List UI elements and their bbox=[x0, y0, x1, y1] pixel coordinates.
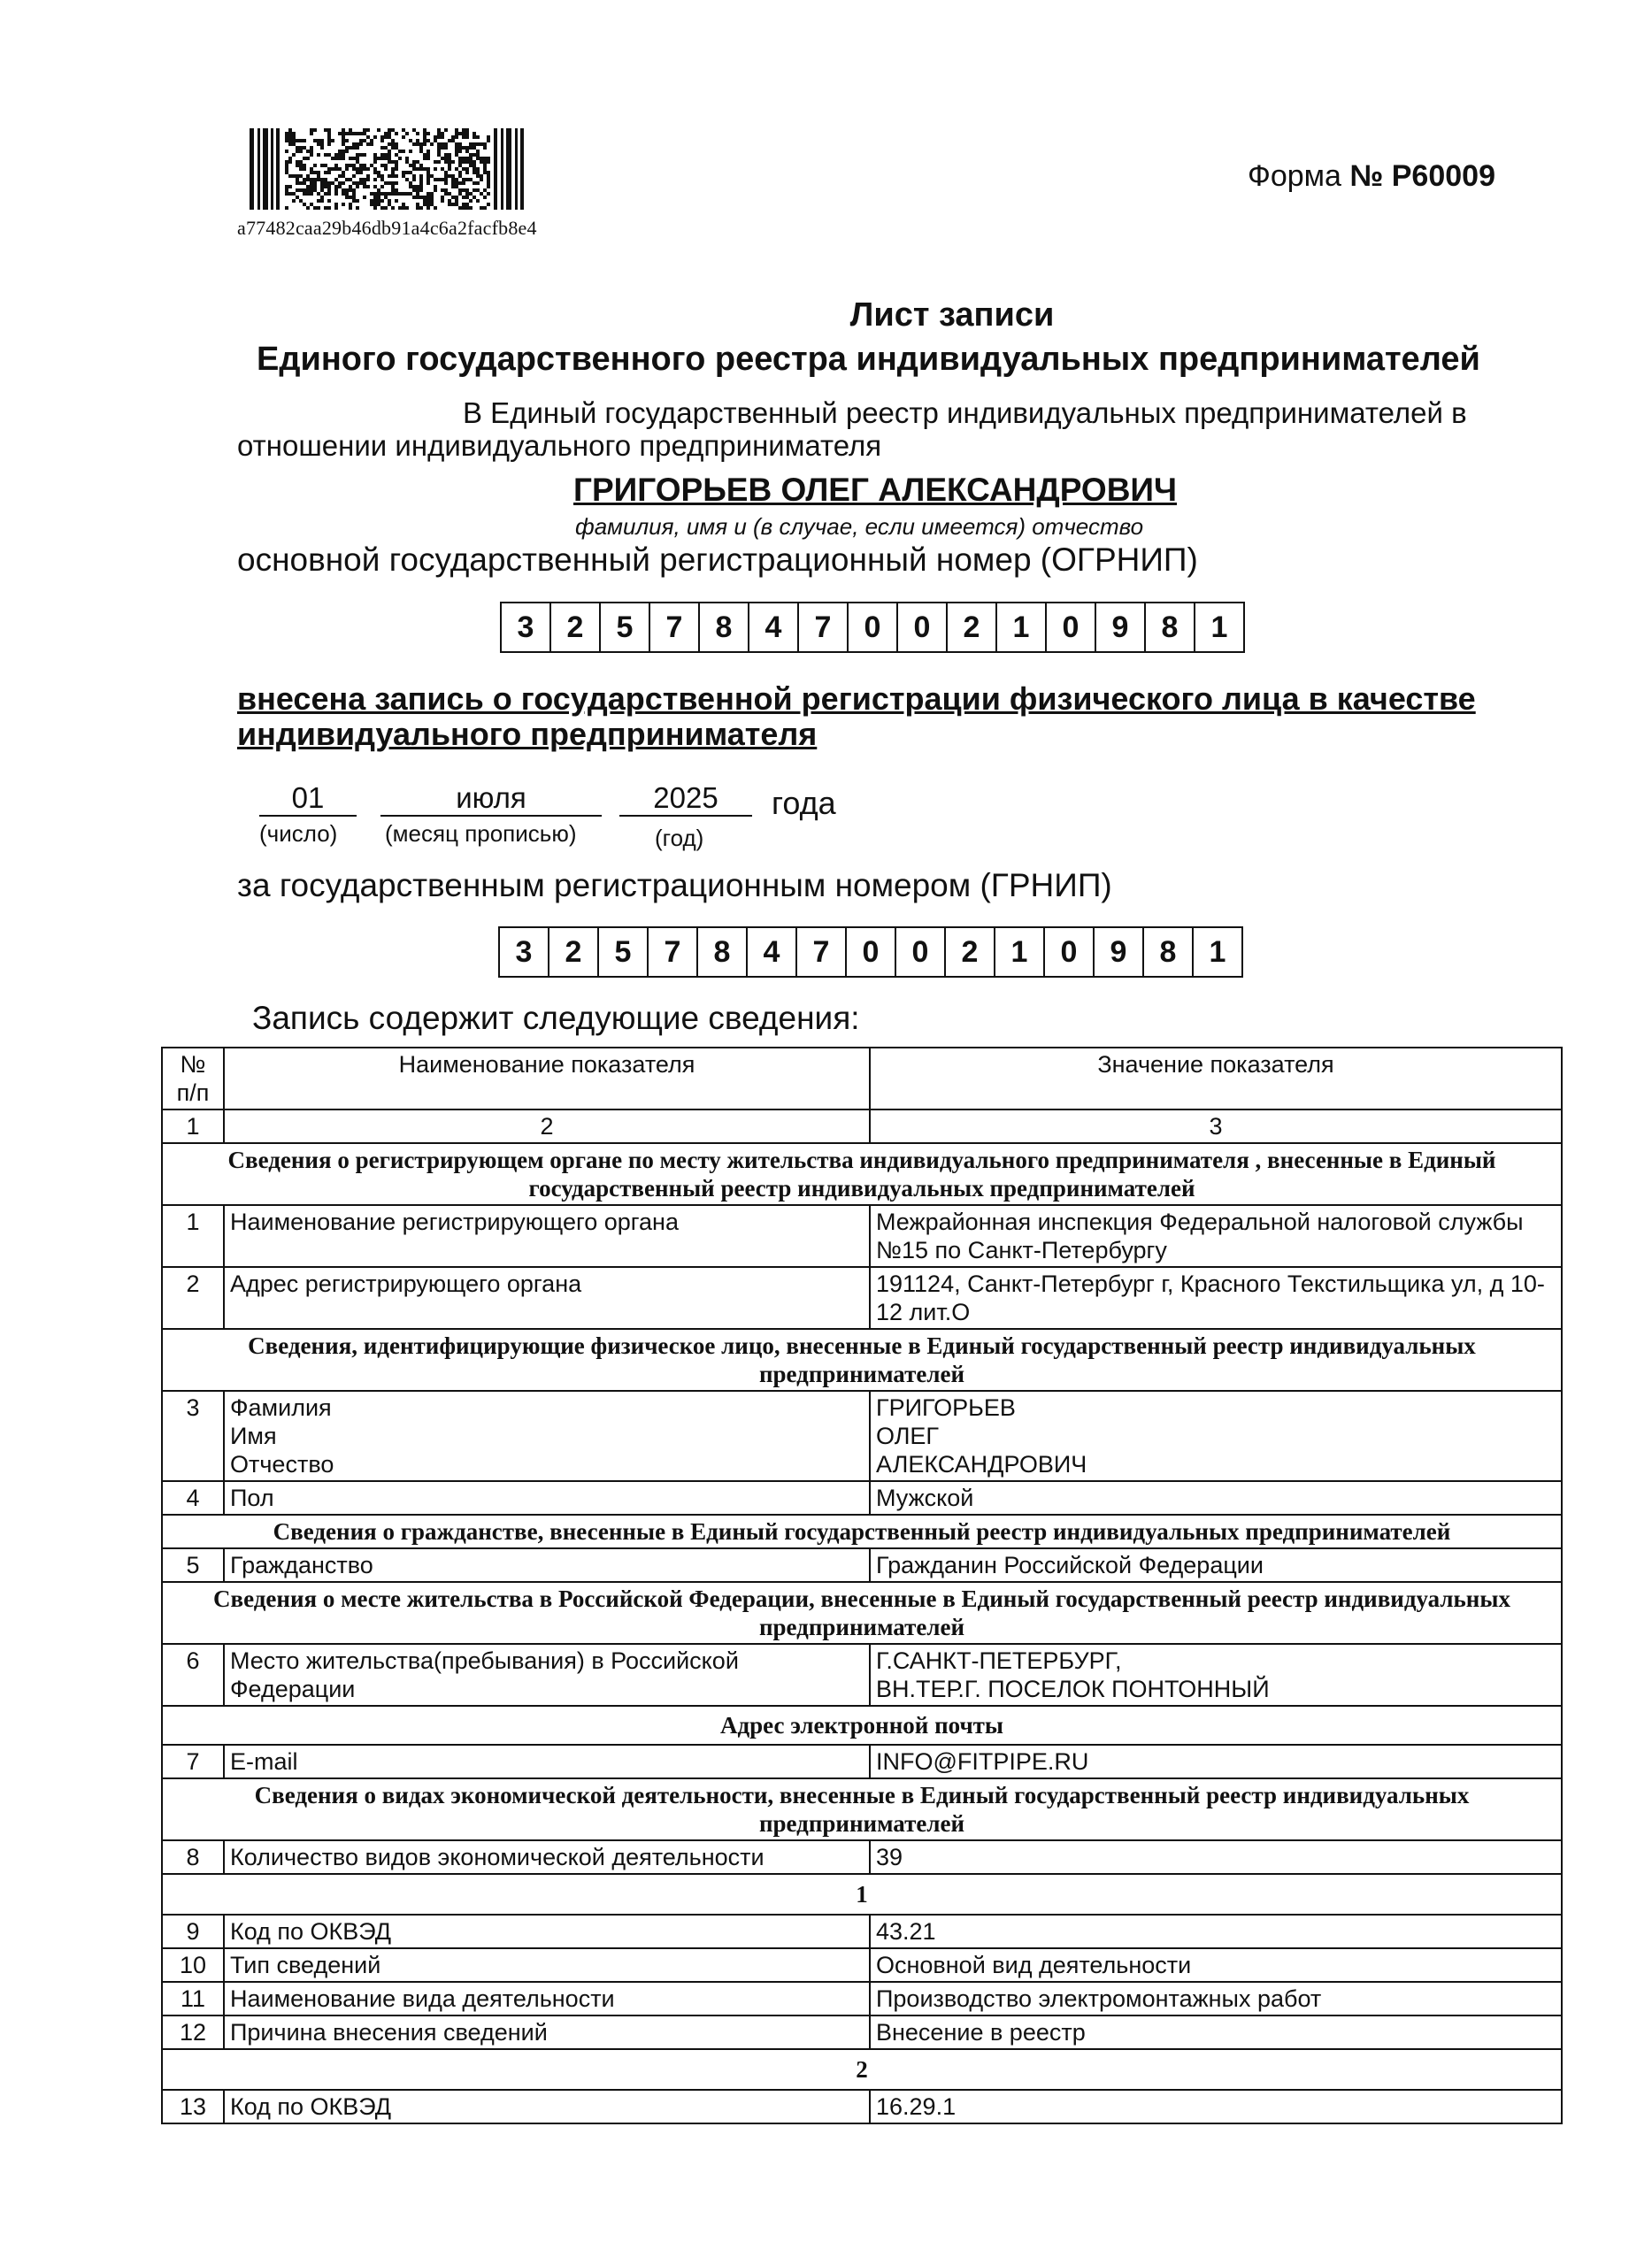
table-row bbox=[162, 1948, 1562, 1982]
grnip-digit: 7 bbox=[647, 926, 698, 978]
value-patronymic: АЛЕКСАНДРОВИЧ bbox=[876, 1451, 1087, 1478]
colnum-3: 3 bbox=[870, 1109, 1562, 1143]
ogrnip-digit: 0 bbox=[1045, 602, 1096, 653]
grnip-digit: 4 bbox=[746, 926, 797, 978]
row-num: 9 bbox=[162, 1915, 224, 1948]
row-num: 4 bbox=[162, 1481, 224, 1515]
grnip-digit: 2 bbox=[944, 926, 995, 978]
row-name: Гражданство bbox=[224, 1548, 870, 1582]
grnip-digit: 1 bbox=[994, 926, 1045, 978]
table-header-row bbox=[162, 1048, 1562, 1109]
date-day: 01 bbox=[259, 781, 357, 817]
row-num: 2 bbox=[162, 1267, 224, 1329]
subsection-2: 2 bbox=[162, 2049, 1562, 2090]
row-num: 8 bbox=[162, 1840, 224, 1874]
ogrnip-digit: 9 bbox=[1095, 602, 1146, 653]
row-name: Количество видов экономической деятельности bbox=[224, 1840, 870, 1874]
section-economic-activity: Сведения о видах экономической деятельности, внесенные в Единый государственный реестр индивидуальных предпринимателей bbox=[162, 1778, 1562, 1840]
grnip-digit: 0 bbox=[1043, 926, 1095, 978]
grnip-digit: 8 bbox=[1142, 926, 1194, 978]
grnip-digit: 9 bbox=[1093, 926, 1144, 978]
table-colnum-row bbox=[162, 1109, 1562, 1143]
row-value: 191124, Санкт-Петербург г, Красного Текстильщика ул, д 10-12 лит.О bbox=[870, 1267, 1562, 1329]
date-year: 2025 bbox=[619, 781, 752, 817]
ogrnip-digit: 0 bbox=[896, 602, 948, 653]
ogrnip-digit: 3 bbox=[500, 602, 551, 653]
ogrnip-digit: 2 bbox=[946, 602, 997, 653]
form-number-value: № Р60009 bbox=[1349, 159, 1495, 193]
ogrnip-digit: 5 bbox=[599, 602, 650, 653]
ogrnip-digit: 7 bbox=[797, 602, 849, 653]
header-name: Наименование показателя bbox=[224, 1048, 870, 1109]
table-row bbox=[162, 1915, 1562, 1948]
row-num: 10 bbox=[162, 1948, 224, 1982]
row-name: Наименование вида деятельности bbox=[224, 1982, 870, 2015]
date-month: июля bbox=[380, 781, 602, 817]
label-given-name: Имя bbox=[230, 1423, 277, 1449]
label-surname: Фамилия bbox=[230, 1394, 332, 1421]
row-value: Производство электромонтажных работ bbox=[870, 1982, 1562, 2015]
table-row bbox=[162, 1745, 1562, 1778]
grnip-digit: 1 bbox=[1192, 926, 1243, 978]
header-value: Значение показателя bbox=[870, 1048, 1562, 1109]
row-num: 1 bbox=[162, 1205, 224, 1267]
barcode-text: a77482caa29b46db91a4c6a2facfb8e4 bbox=[237, 217, 537, 239]
row-value: 16.29.1 bbox=[870, 2090, 1562, 2123]
ogrnip-digit: 2 bbox=[549, 602, 601, 653]
ogrnip-digit: 1 bbox=[1194, 602, 1245, 653]
row-name: Адрес регистрирующего органа bbox=[224, 1267, 870, 1329]
row-value: Мужской bbox=[870, 1481, 1562, 1515]
table-row bbox=[162, 1982, 1562, 2015]
grnip-digit: 0 bbox=[845, 926, 896, 978]
row-name: Место жительства(пребывания) в Российской Федерации bbox=[224, 1644, 870, 1706]
row-num: 5 bbox=[162, 1548, 224, 1582]
date-day-caption: (число) bbox=[259, 820, 338, 847]
date-month-caption: (месяц прописью) bbox=[385, 820, 577, 847]
ogrnip-digit: 1 bbox=[995, 602, 1047, 653]
grnip-digit: 7 bbox=[795, 926, 847, 978]
row-name: Наименование регистрирующего органа bbox=[224, 1205, 870, 1267]
row-name: Пол bbox=[224, 1481, 870, 1515]
table-row bbox=[162, 1481, 1562, 1515]
row-num: 11 bbox=[162, 1982, 224, 2015]
label-patronymic: Отчество bbox=[230, 1451, 334, 1478]
section-row bbox=[162, 1329, 1562, 1391]
ogrnip-digits bbox=[500, 602, 1243, 653]
row-name: Код по ОКВЭД bbox=[224, 2090, 870, 2123]
person-fio: ГРИГОРЬЕВ ОЛЕГ АЛЕКСАНДРОВИЧ bbox=[573, 472, 1178, 508]
registration-text: внесена запись о государственной регистрации физического лица в качестве индивидуального предпринимателя bbox=[237, 680, 1476, 752]
row-num: 3 bbox=[162, 1391, 224, 1481]
row-value: Гражданин Российской Федерации bbox=[870, 1548, 1562, 1582]
ogrnip-digit: 0 bbox=[847, 602, 898, 653]
row-num: 12 bbox=[162, 2015, 224, 2049]
colnum-2: 2 bbox=[224, 1109, 870, 1143]
table-row bbox=[162, 1840, 1562, 1874]
row-value: Основной вид деятельности bbox=[870, 1948, 1562, 1982]
section-row bbox=[162, 1706, 1562, 1745]
row-value: Внесение в реестр bbox=[870, 2015, 1562, 2049]
row-value: 43.21 bbox=[870, 1915, 1562, 1948]
row-value: 39 bbox=[870, 1840, 1562, 1874]
barcode-image bbox=[250, 128, 524, 210]
ogrnip-digit: 4 bbox=[748, 602, 799, 653]
subsection-row bbox=[162, 2049, 1562, 2090]
grnip-digit: 3 bbox=[498, 926, 549, 978]
form-number bbox=[1248, 159, 1495, 194]
table-row bbox=[162, 1548, 1562, 1582]
table-row bbox=[162, 2090, 1562, 2123]
row-name: Код по ОКВЭД bbox=[224, 1915, 870, 1948]
header-num: № п/п bbox=[162, 1048, 224, 1109]
ogrnip-digit: 8 bbox=[1144, 602, 1195, 653]
section-row bbox=[162, 1778, 1562, 1840]
date-year-caption: (год) bbox=[655, 825, 704, 851]
ogrnip-digit: 7 bbox=[649, 602, 700, 653]
table-row bbox=[162, 2015, 1562, 2049]
row-num: 7 bbox=[162, 1745, 224, 1778]
record-intro: Запись содержит следующие сведения: bbox=[252, 1000, 860, 1036]
grnip-label: за государственным регистрационным номером (ГРНИП) bbox=[237, 867, 1112, 903]
table-row bbox=[162, 1205, 1562, 1267]
row-value: Межрайонная инспекция Федеральной налоговой службы №15 по Санкт-Петербургу bbox=[870, 1205, 1562, 1267]
row-num: 6 bbox=[162, 1644, 224, 1706]
section-row bbox=[162, 1515, 1562, 1548]
section-email: Адрес электронной почты bbox=[162, 1706, 1562, 1745]
grnip-digits bbox=[498, 926, 1241, 978]
subsection-1: 1 bbox=[162, 1874, 1562, 1915]
grnip-digit: 0 bbox=[895, 926, 946, 978]
value-surname: ГРИГОРЬЕВ bbox=[876, 1394, 1016, 1421]
form-number-prefix: Форма bbox=[1248, 159, 1341, 193]
value-given-name: ОЛЕГ bbox=[876, 1423, 940, 1449]
record-table bbox=[161, 1047, 1563, 2124]
row-name: Тип сведений bbox=[224, 1948, 870, 1982]
grnip-digit: 5 bbox=[597, 926, 649, 978]
colnum-1: 1 bbox=[162, 1109, 224, 1143]
document-subtitle: Единого государственного реестра индивидуальных предпринимателей bbox=[257, 341, 1480, 378]
row-name: E-mail bbox=[224, 1745, 870, 1778]
row-name bbox=[224, 1391, 870, 1481]
value-residence-line2: ВН.ТЕР.Г. ПОСЕЛОК ПОНТОННЫЙ bbox=[876, 1676, 1270, 1702]
ogrnip-digit: 8 bbox=[698, 602, 749, 653]
fio-caption: фамилия, имя и (в случае, если имеется) отчество bbox=[575, 513, 1144, 540]
grnip-digit: 2 bbox=[548, 926, 599, 978]
ogrnip-label: основной государственный регистрационный номер (ОГРНИП) bbox=[237, 541, 1198, 578]
subsection-row bbox=[162, 1874, 1562, 1915]
value-residence-line1: Г.САНКТ-ПЕТЕРБУРГ, bbox=[876, 1647, 1122, 1674]
document-title: Лист записи bbox=[849, 296, 1055, 334]
table-row bbox=[162, 1644, 1562, 1706]
table-row bbox=[162, 1267, 1562, 1329]
row-value: INFO@FITPIPE.RU bbox=[870, 1745, 1562, 1778]
row-num: 13 bbox=[162, 2090, 224, 2123]
row-value bbox=[870, 1644, 1562, 1706]
row-name: Причина внесения сведений bbox=[224, 2015, 870, 2049]
grnip-digit: 8 bbox=[696, 926, 748, 978]
section-identification: Сведения, идентифицирующие физическое лицо, внесенные в Единый государственный реестр индивидуальных предпринимателей bbox=[162, 1329, 1562, 1391]
table-row bbox=[162, 1391, 1562, 1481]
section-row bbox=[162, 1582, 1562, 1644]
section-residence: Сведения о месте жительства в Российской Федерации, внесенные в Единый государственный реестр индивидуальных предпринимателей bbox=[162, 1582, 1562, 1644]
row-value bbox=[870, 1391, 1562, 1481]
intro-text: В Единый государственный реестр индивидуальных предпринимателей в отношении индивидуального предпринимателя bbox=[237, 396, 1467, 462]
section-citizenship: Сведения о гражданстве, внесенные в Единый государственный реестр индивидуальных предпринимателей bbox=[162, 1515, 1562, 1548]
section-row bbox=[162, 1143, 1562, 1205]
date-suffix: года bbox=[772, 785, 836, 821]
section-registering-authority: Сведения о регистрирующем органе по месту жительства индивидуального предпринимателя , внесенные в Единый государственный реестр индивидуальных предпринимателей bbox=[162, 1143, 1562, 1205]
